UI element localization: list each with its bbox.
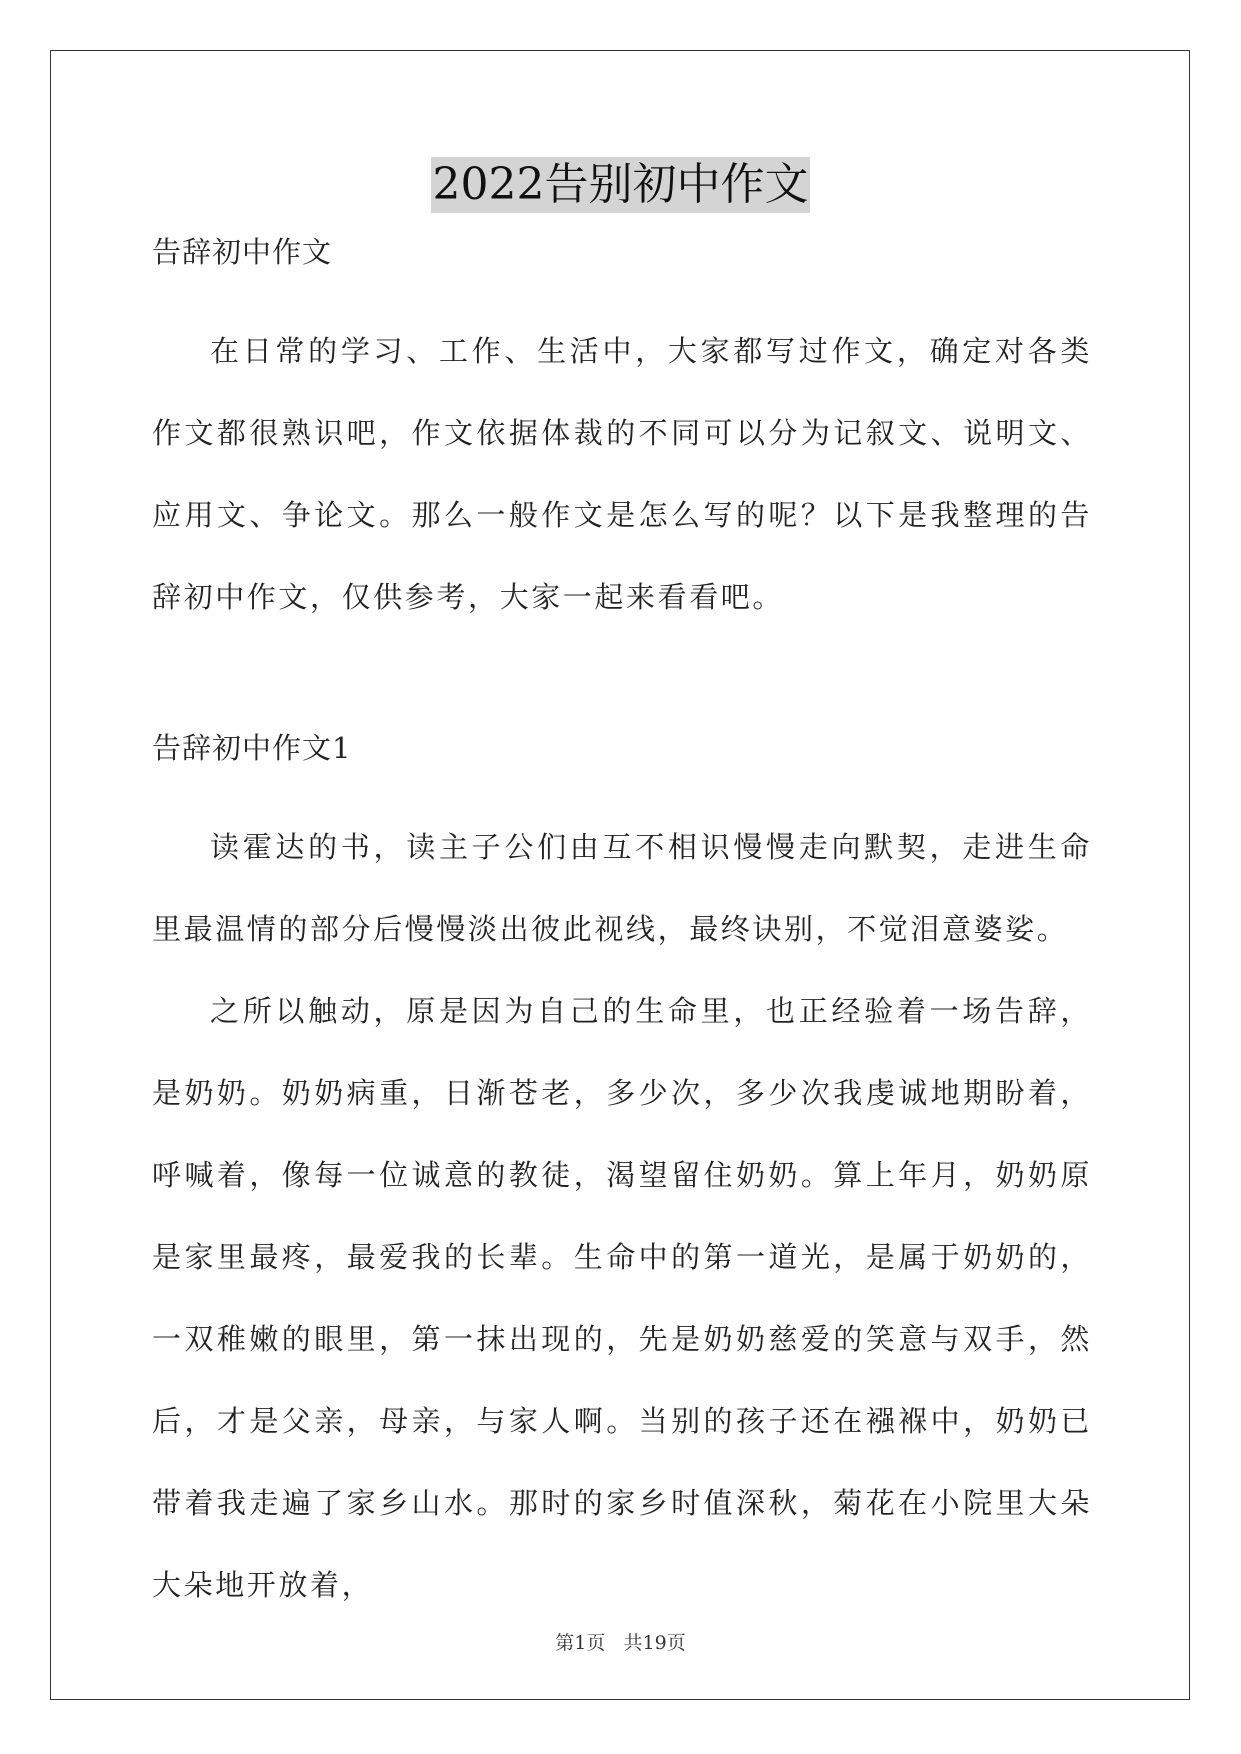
footer-total-prefix: 共	[623, 1632, 643, 1654]
body-paragraph: 读霍达的书，读主子公们由互不相识慢慢走向默契，走进生命里最温情的部分后慢慢淡出彼此视线，最终诀别，不觉泪意婆娑。	[152, 830, 1092, 946]
footer-total-pages: 19	[642, 1632, 667, 1654]
footer-total-suffix: 页	[666, 1632, 686, 1654]
intro-paragraph: 在日常的学习、工作、生活中，大家都写过作文，确定对各类作文都很熟识吧，作文依据体裁的不同可以分为记叙文、说明文、应用文、争论文。那么一般作文是怎么写的呢？以下是我整理的告辞初中作文，仅供参考，大家一起来看看吧。	[152, 334, 1092, 614]
essay-heading: 告辞初中作文1	[152, 731, 352, 765]
document-title: 2022告别初中作文	[431, 157, 811, 213]
section-heading: 告辞初中作文	[152, 235, 333, 269]
footer-page-prefix: 第	[555, 1632, 575, 1654]
body-paragraph: 之所以触动，原是因为自己的生命里，也正经验着一场告辞，是奶奶。奶奶病重，日渐苍老，多少次，多少次我虔诚地期盼着，呼喊着，像每一位诚意的教徒，渴望留住奶奶。算上年月，奶奶原是家里最疼，最爱我的长辈。生命中的第一道光，是属于奶奶的，一双稚嫩的眼里，第一抹出现的，先是奶奶慈爱的笑意与双手，然后，才是父亲，母亲，与家人啊。当别的孩子还在襁褓中，奶奶已带着我走遍了家乡山水。那时的家乡时值深秋，菊花在小院里大朵大朵地开放着，	[152, 994, 1092, 1602]
footer-page-number: 1	[574, 1632, 587, 1654]
footer-page-suffix: 页	[586, 1632, 606, 1654]
document-body	[152, 232, 1092, 1626]
page-footer	[0, 1628, 1241, 1655]
title-container	[0, 157, 1241, 213]
